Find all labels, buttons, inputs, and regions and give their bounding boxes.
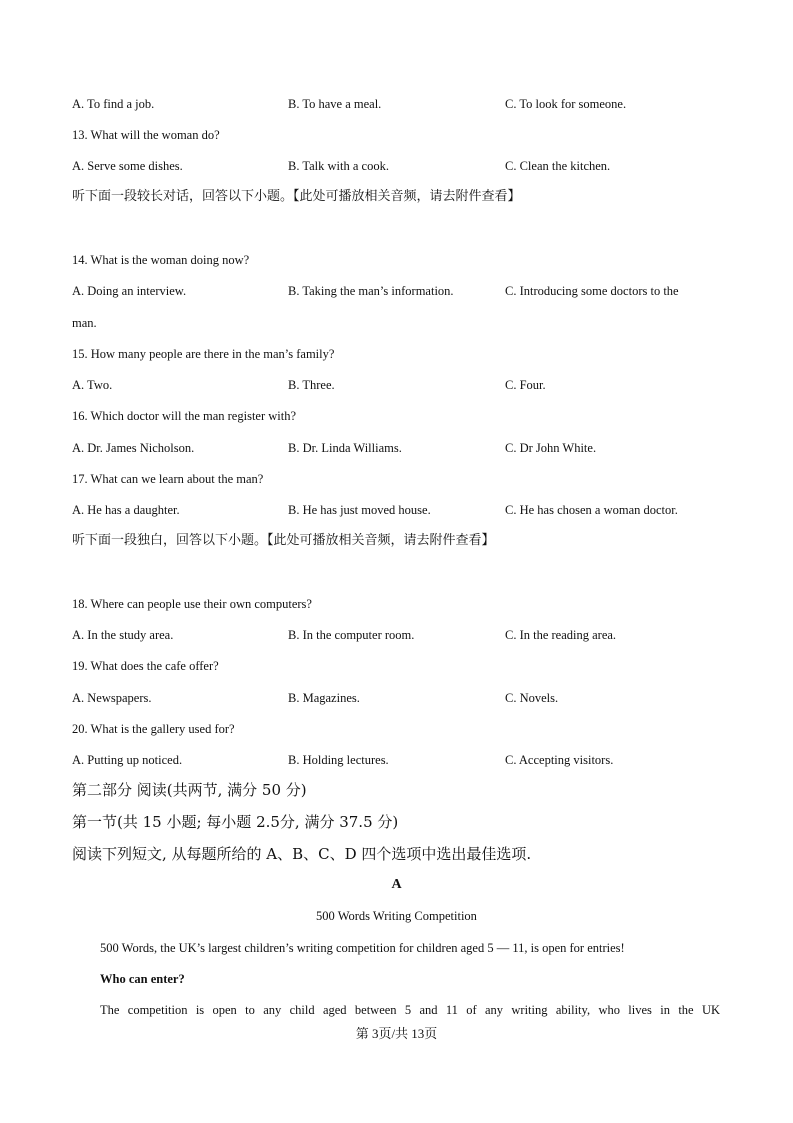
passage-paragraph-2: The competition is open to any child aged between 5 and 11 of any writing ability, who lives in the UK: [100, 1003, 720, 1017]
q15-option-b: B. Three.: [288, 378, 335, 392]
q18-option-c: C. In the reading area.: [505, 628, 617, 642]
q17-option-c: C. He has chosen a woman doctor.: [505, 503, 678, 517]
q19-option-b: B. Magazines.: [288, 691, 360, 705]
q14-option-c-continued: man.: [72, 316, 97, 330]
q13-option-c: C. Clean the kitchen.: [505, 159, 611, 173]
q15-option-c: C. Four.: [505, 378, 546, 392]
q13-option-b: B. Talk with a cook.: [288, 159, 389, 173]
q16-option-a: A. Dr. James Nicholson.: [72, 441, 195, 455]
listening-instruction-long: 听下面一段较长对话，回答以下小题。【此处可播放相关音频，请去附件查看】: [72, 189, 521, 204]
q17-stem: 17. What can we learn about the man?: [72, 472, 264, 486]
section-one-heading: 第一节(共 15 小题; 每小题 2.5分, 满分 37.5 分): [72, 813, 399, 831]
part-two-heading: 第二部分 阅读(共两节, 满分 50 分): [72, 781, 307, 799]
passage-paragraph-1: 500 Words, the UK’s largest children’s writing competition for children aged 5 — 11, is open for entries!: [100, 941, 625, 955]
q20-option-a: A. Putting up noticed.: [72, 753, 183, 767]
q19-option-c: C. Novels.: [505, 691, 559, 705]
q20-option-c: C. Accepting visitors.: [505, 753, 614, 767]
q16-stem: 16. Which doctor will the man register with?: [72, 409, 297, 423]
q18-stem: 18. Where can people use their own computers?: [72, 597, 312, 611]
q12-option-b: B. To have a meal.: [288, 97, 382, 111]
q15-option-a: A. Two.: [72, 378, 113, 392]
q12-option-a: A. To find a job.: [72, 97, 155, 111]
q20-stem: 20. What is the gallery used for?: [72, 722, 235, 736]
q13-option-a: A. Serve some dishes.: [72, 159, 183, 173]
q17-option-b: B. He has just moved house.: [288, 503, 431, 517]
listening-instruction-monologue: 听下面一段独白，回答以下小题。【此处可播放相关音频，请去附件查看】: [72, 533, 495, 548]
q16-option-b: B. Dr. Linda Williams.: [288, 441, 402, 455]
q15-stem: 15. How many people are there in the man’s family?: [72, 347, 335, 361]
q19-option-a: A. Newspapers.: [72, 691, 152, 705]
q20-option-b: B. Holding lectures.: [288, 753, 389, 767]
q18-option-b: B. In the computer room.: [288, 628, 415, 642]
page-footer: 第 3页/共 13页: [355, 1026, 438, 1041]
q19-stem: 19. What does the cafe offer?: [72, 659, 219, 673]
who-can-enter-heading: Who can enter?: [100, 972, 185, 986]
q18-option-a: A. In the study area.: [72, 628, 174, 642]
reading-instruction: 阅读下列短文, 从每题所给的 A、B、C、D 四个选项中选出最佳选项.: [72, 845, 532, 863]
q14-option-b: B. Taking the man’s information.: [288, 284, 454, 298]
passage-title: 500 Words Writing Competition: [316, 909, 477, 923]
q17-option-a: A. He has a daughter.: [72, 503, 180, 517]
q13-stem: 13. What will the woman do?: [72, 128, 220, 142]
passage-letter: A: [391, 877, 402, 892]
q14-option-c: C. Introducing some doctors to the: [505, 284, 679, 298]
q12-option-c: C. To look for someone.: [505, 97, 627, 111]
q14-stem: 14. What is the woman doing now?: [72, 253, 250, 267]
q16-option-c: C. Dr John White.: [505, 441, 597, 455]
q14-option-a: A. Doing an interview.: [72, 284, 187, 298]
